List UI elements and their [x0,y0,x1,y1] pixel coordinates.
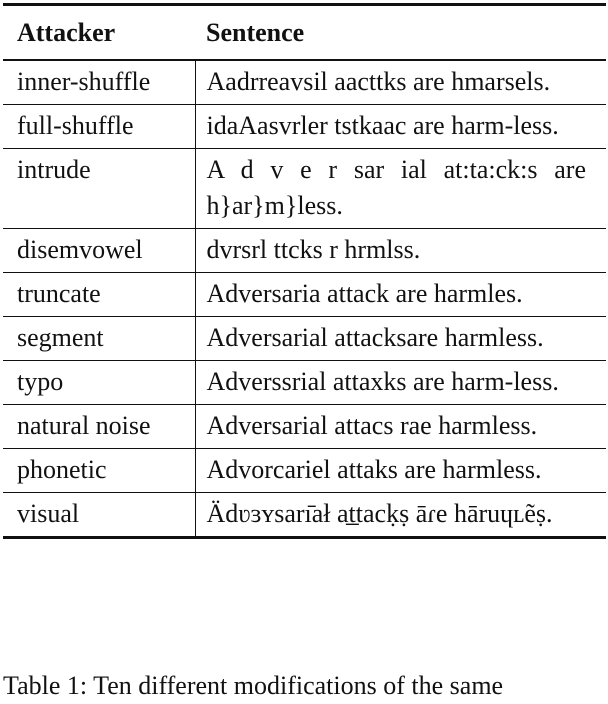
attacker-cell: disemvowel [3,229,195,273]
attacker-cell: full-shuffle [3,105,195,149]
table-row [3,105,606,149]
table-row [3,317,606,361]
table-row [3,229,606,273]
attacker-cell: visual [3,493,195,538]
sentence-cell: Ädʋɜʏsarı̄ał at̲tacḳṣ āɾe hāruɥʟẽṣ. [206,499,553,528]
table-row [3,60,606,105]
table-header [3,5,606,61]
table-row [3,149,606,229]
sentence-cell: Advorcariel attaks are harmless. [206,455,542,484]
attacker-cell: inner-shuffle [3,60,195,105]
sentence-cell: Adversarial attacksare harmless. [206,323,544,352]
table-row [3,405,606,449]
table-caption: Table 1: Ten different modifications of the same [3,671,504,700]
sentence-cell: A d v e r sar ial at:ta:ck:s are h}ar}m}less. [206,155,586,220]
attacker-cell: natural noise [3,405,195,449]
header-sentence: Sentence [206,18,305,47]
sentence-cell: Adverssrial attaxks are harm-less. [206,367,559,396]
sentence-cell: dvrsrl ttcks r hrmlss. [206,235,421,264]
attacker-cell: intrude [3,149,195,229]
attacker-cell: typo [3,361,195,405]
header-row [3,5,606,61]
attacker-cell: segment [3,317,195,361]
sentence-cell: Adversaria attack are harmles. [206,279,523,308]
attack-examples-table [3,3,606,539]
attack-examples-table-container [3,3,606,539]
table-row [3,361,606,405]
table-body [3,60,606,538]
attacker-cell: phonetic [3,449,195,493]
sentence-cell: Adversarial attacs rae harmless. [206,411,538,440]
sentence-cell: Aadrreavsil aacttks are hmarsels. [206,67,551,96]
attacker-cell: truncate [3,273,195,317]
table-row [3,273,606,317]
table-row [3,449,606,493]
table-row [3,493,606,538]
header-attacker: Attacker [17,18,116,47]
sentence-cell: idaAasvrler tstkaac are harm-less. [206,111,559,140]
